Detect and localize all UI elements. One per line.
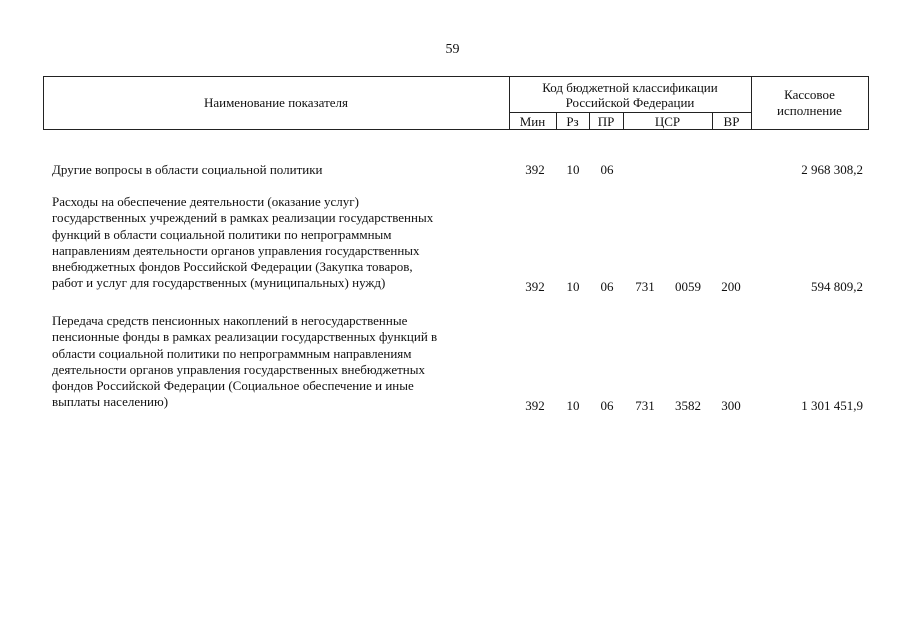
description-line: области социальной политики по непрограммным направлениям (52, 345, 412, 361)
cell-min: 392 (525, 279, 545, 294)
description-line: фондов Российской Федерации (Социальное обеспечение и иные (52, 378, 414, 394)
subcol-min: Мин (519, 114, 546, 129)
subcol-rz: Рз (566, 114, 579, 129)
description-line: функций в области социальной политики по непрограммным (52, 226, 392, 242)
cell-csr-part2: 3582 (675, 398, 701, 413)
page-number: 59 (445, 42, 460, 57)
description-line: внебюджетных фондов Российской Федерации (Закупка товаров, (52, 259, 413, 275)
description-line: государственных учреждений в рамках реализации государственных (52, 210, 434, 226)
cell-rz: 10 (566, 162, 580, 177)
description-line: выплаты населению) (52, 394, 169, 410)
cell-csr-part2: 0059 (675, 279, 701, 294)
row-description (52, 313, 512, 411)
description-line: направлениям деятельности органов управления государственных (52, 242, 420, 258)
subcol-vr: ВР (723, 114, 740, 129)
subcol-pr: ПР (597, 114, 615, 129)
cell-pr: 06 (600, 279, 614, 294)
cell-vr: 300 (721, 398, 741, 413)
header-top-border (43, 76, 869, 77)
cell-vr: 200 (721, 279, 741, 294)
name-column-header: Наименование показателя (203, 95, 349, 110)
code-group-header-line2: Российской Федерации (565, 95, 695, 110)
cell-rz: 10 (566, 398, 580, 413)
cell-amount: 1 301 451,9 (801, 398, 863, 413)
cell-pr: 06 (600, 162, 614, 177)
table-header (43, 76, 869, 130)
description-line: пенсионные фонды в рамках реализации государственных функций в (52, 329, 438, 345)
cell-min: 392 (525, 398, 545, 413)
row-description (52, 194, 512, 292)
description-line: Другие вопросы в области социальной политики (52, 162, 323, 177)
cell-amount: 594 809,2 (811, 279, 863, 294)
cell-pr: 06 (600, 398, 614, 413)
row-description (52, 162, 512, 178)
cell-amount: 2 968 308,2 (801, 162, 863, 177)
cell-csr-part1: 731 (635, 279, 655, 294)
execution-header-line2: исполнение (777, 103, 842, 118)
header-right-border (868, 76, 869, 130)
description-line: работ и услуг для государственных (муниципальных) нужд) (52, 275, 386, 291)
header-subcol-line (509, 112, 751, 113)
cell-rz: 10 (566, 279, 580, 294)
execution-header-line1: Кассовое (784, 87, 835, 102)
subcol-csr: ЦСР (654, 114, 681, 129)
description-line: деятельности органов управления государственных внебюджетных (52, 361, 425, 377)
description-line: Передача средств пенсионных накоплений в негосударственные (52, 313, 408, 328)
code-group-header-line1: Код бюджетной классификации (542, 80, 718, 95)
description-line: Расходы на обеспечение деятельности (оказание услуг) (52, 194, 359, 209)
cell-csr-part1: 731 (635, 398, 655, 413)
cell-min: 392 (525, 162, 545, 177)
header-bottom-border (43, 129, 869, 130)
